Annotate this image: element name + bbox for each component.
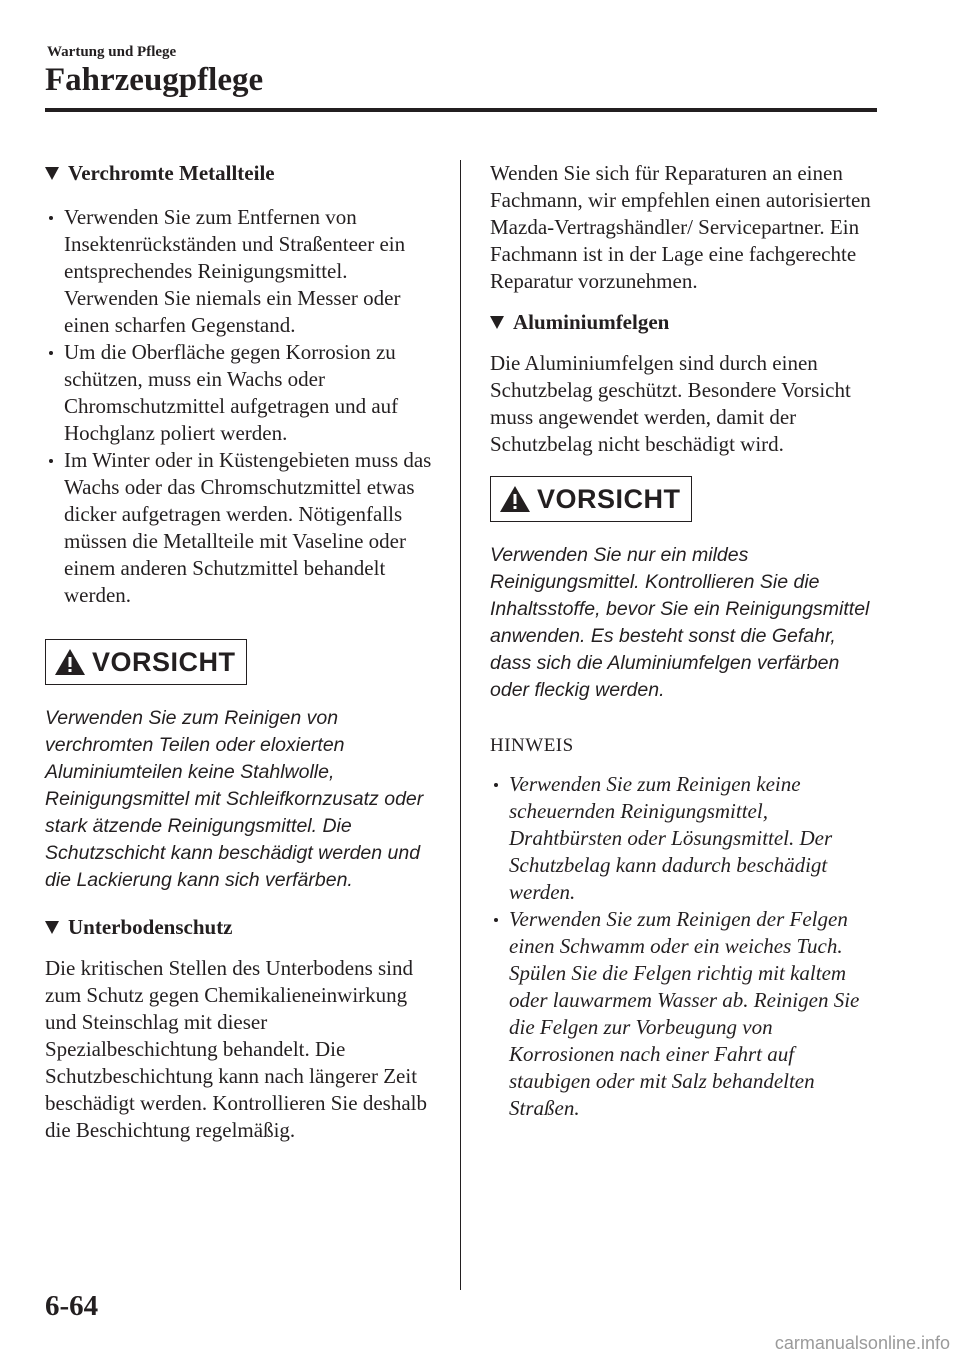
note-title: HINWEIS <box>490 735 574 756</box>
warning-triangle-icon <box>54 648 86 676</box>
page-title: Fahrzeugpflege <box>45 62 264 98</box>
list-item-text: Verwenden Sie zum Reinigen der Felgen einen Schwamm oder ein weiches Tuch. Spülen Sie die Felgen richtig mit kaltem oder lauwarmem Wasser ab. Reinigen Sie die Felgen zur Vorbeugung von Korrosionen nach einer Fahrt auf staubigen oder mit Salz behandelten Straßen. <box>509 907 860 1120</box>
caution-label: VORSICHT <box>92 646 236 677</box>
caution-box <box>45 639 247 685</box>
triangle-down-icon <box>490 316 504 329</box>
note-list <box>490 771 880 1122</box>
caution-text: Verwenden Sie zum Reinigen von verchromten Teilen oder eloxierten Aluminiumteilen keine Stahlwolle, Reinigungsmittel mit Schleifkornzusatz oder stark ätzende Reinigungsmittel. Die Schutzschicht kann beschädigt werden und die Lackierung kann sich verfärben. <box>45 707 424 891</box>
alloy-text: Die Aluminiumfelgen sind durch einen Schutzbelag geschützt. Besondere Vorsicht muss angewendet werden, damit der Schutzbelag nicht beschädigt wird. <box>490 351 851 456</box>
caution-text: Verwenden Sie nur ein mildes Reinigungsmittel. Kontrollieren Sie die Inhaltsstoffe, bevor Sie ein Reinigungsmittel anwenden. Es besteht sonst die Gefahr, dass sich die Aluminiumfelgen verfärben oder fleckig werden. <box>490 544 870 701</box>
repair-text: Wenden Sie sich für Reparaturen an einen Fachmann, wir empfehlen einen autorisierten Mazda-Vertragshändler/ Servicepartner. Ein Fachmann ist in der Lage eine fachgerechte Reparatur vorzunehmen. <box>490 161 871 293</box>
header-rule <box>45 108 877 112</box>
list-item <box>45 339 440 447</box>
list-item <box>45 204 440 339</box>
list-item <box>490 906 880 1122</box>
triangle-down-icon <box>45 921 59 934</box>
bullet-icon <box>49 351 53 355</box>
heading-underbody <box>45 914 440 941</box>
heading-underbody-text: Unterbodenschutz <box>68 915 233 939</box>
heading-chrome-text: Verchromte Metallteile <box>68 161 275 185</box>
bullet-icon <box>49 216 53 220</box>
list-item <box>490 771 880 906</box>
caution-label: VORSICHT <box>537 483 681 514</box>
left-column <box>45 160 440 1144</box>
warning-triangle-icon <box>499 485 531 513</box>
list-item-text: Verwenden Sie zum Entfernen von Insektenrückständen und Straßenteer ein entsprechendes Reinigungsmittel. Verwenden Sie niemals ein Messer oder einen scharfen Gegenstand. <box>64 205 406 337</box>
section-label: Wartung und Pflege <box>47 44 177 60</box>
column-divider <box>460 160 461 1290</box>
triangle-down-icon <box>45 167 59 180</box>
list-item-text: Verwenden Sie zum Reinigen keine scheuernden Reinigungsmittel, Drahtbürsten oder Lösungsmittel. Der Schutzbelag kann dadurch beschädigt werden. <box>509 772 833 904</box>
watermark: carmanualsonline.info <box>774 1333 950 1353</box>
heading-alloy <box>490 309 880 336</box>
heading-chrome <box>45 160 440 187</box>
list-item <box>45 447 440 609</box>
caution-box <box>490 476 692 522</box>
chrome-list <box>45 204 440 609</box>
underbody-text: Die kritischen Stellen des Unterbodens sind zum Schutz gegen Chemikalieneinwirkung und Steinschlag mit dieser Spezialbeschichtung behandelt. Die Schutzbeschichtung kann nach längerer Zeit beschädigt werden. Kontrollieren Sie deshalb die Beschichtung regelmäßig. <box>45 956 427 1142</box>
bullet-icon <box>494 918 498 922</box>
bullet-icon <box>494 783 498 787</box>
list-item-text: Im Winter oder in Küstengebieten muss das Wachs oder das Chromschutzmittel etwas dicker aufgetragen werden. Nötigenfalls müssen die Metallteile mit Vaseline oder einem anderen Schutzmittel behandelt werden. <box>64 448 432 607</box>
list-item-text: Um die Oberfläche gegen Korrosion zu schützen, muss ein Wachs oder Chromschutzmittel aufgetragen und auf Hochglanz poliert werden. <box>64 340 399 445</box>
heading-alloy-text: Aluminiumfelgen <box>513 310 670 334</box>
page-number: 6-64 <box>45 1290 99 1322</box>
bullet-icon <box>49 459 53 463</box>
right-column <box>490 160 880 1122</box>
